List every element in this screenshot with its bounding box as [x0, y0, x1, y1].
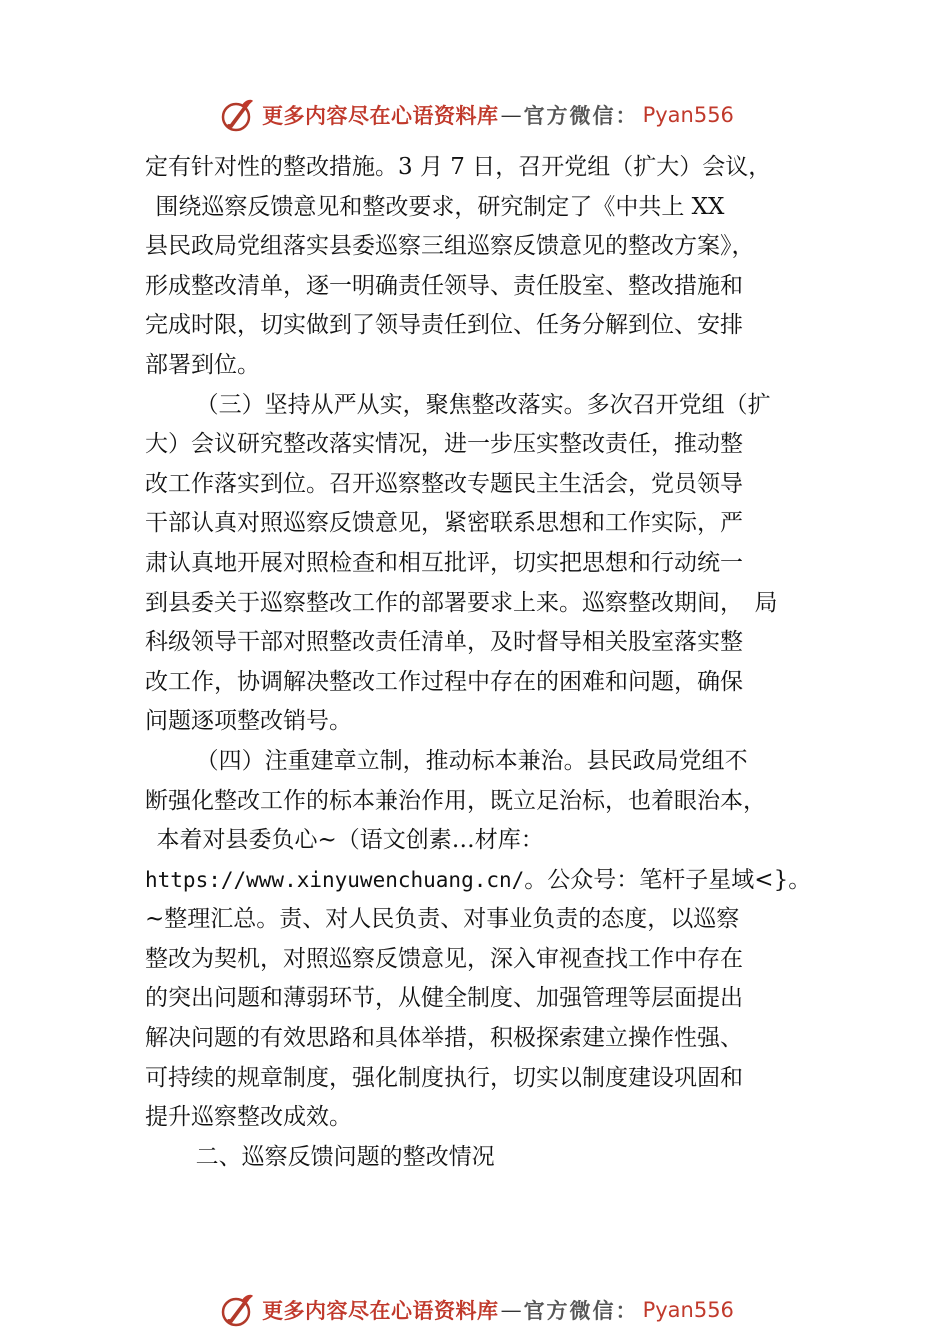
source-url: https://www.xinyuwenchuang.cn/: [145, 867, 525, 892]
text-line: （四）注重建章立制，推动标本兼治。县民政局党组不: [195, 747, 748, 774]
banner-wechat-label: 官方微信：: [523, 1298, 639, 1323]
text-line: 县民政局党组落实县委巡察三组巡察反馈意见的整改方案》，: [145, 233, 755, 260]
quill-logo-icon: [216, 95, 256, 135]
text-line: 形成整改清单，逐一明确责任领导、责任股室、整改措施和: [145, 272, 743, 299]
text-line: [145, 861, 815, 901]
banner-dash: —: [500, 1298, 522, 1322]
paragraph-3: [145, 742, 815, 1138]
text-line: 提升巡察整改成效。: [145, 1104, 352, 1131]
text-line: 改工作，协调解决整改工作过程中存在的困难和问题，确保: [145, 668, 743, 695]
text-line: （三）坚持从严从实，聚焦整改落实。多次召开党组（扩: [195, 391, 771, 418]
text-line: 定有针对性的整改措施。3 月 7 日，召开党组（扩大）会议，: [145, 154, 772, 180]
document-body: [145, 148, 815, 1177]
footer-banner: [0, 1290, 950, 1330]
text-line: 问题逐项整改销号。: [145, 708, 352, 735]
text-fragment: 。公众号：笔杆子星域<}。: [524, 866, 812, 893]
text-line: 的突出问题和薄弱环节，从健全制度、加强管理等层面提出: [145, 985, 743, 1012]
text-line: 部署到位。: [145, 351, 260, 378]
text-line: 断强化整改工作的标本兼治作用，既立足治标，也着眼治本，: [145, 787, 766, 814]
paragraph-1: [145, 148, 815, 386]
banner-wechat-id: Pyan556: [642, 1298, 734, 1322]
text-line: 到县委关于巡察整改工作的部署要求上来。巡察整改期间， 局: [145, 589, 778, 616]
banner-wechat-label: 官方微信：: [523, 103, 639, 128]
banner-brand-text: 更多内容尽在心语资料库: [262, 103, 499, 128]
text-line: 整改为契机，对照巡察反馈意见，深入审视查找工作中存在: [145, 945, 743, 972]
section-heading: 二、巡察反馈问题的整改情况: [195, 1143, 495, 1170]
text-line: 围绕巡察反馈意见和整改要求，研究制定了《中共上 XX: [155, 193, 725, 220]
text-line: 可持续的规章制度，强化制度执行，切实以制度建设巩固和: [145, 1064, 743, 1091]
header-banner: [0, 95, 950, 135]
text-line: 解决问题的有效思路和具体举措，积极探索建立操作性强、: [145, 1025, 743, 1052]
paragraph-2: [145, 386, 815, 742]
text-line: 肃认真地开展对照检查和相互批评，切实把思想和行动统一: [145, 549, 743, 576]
text-line: ~整理汇总。责、对人民负责、对事业负责的态度，以巡察: [145, 906, 740, 933]
banner-dash: —: [500, 103, 522, 127]
text-line: 干部认真对照巡察反馈意见，紧密联系思想和工作实际，严: [145, 510, 743, 537]
quill-logo-icon: [216, 1290, 256, 1330]
text-line: 完成时限，切实做到了领导责任到位、任务分解到位、安排: [145, 312, 743, 339]
banner-brand-text: 更多内容尽在心语资料库: [262, 1298, 499, 1323]
text-line: 科级领导干部对照整改责任清单，及时督导相关股室落实整: [145, 629, 743, 656]
text-line: 本着对县委负心~（语文创素…材库：: [156, 827, 544, 854]
text-line: 大）会议研究整改落实情况，进一步压实整改责任，推动整: [145, 431, 743, 458]
banner-wechat-id: Pyan556: [642, 103, 734, 127]
text-line: 改工作落实到位。召开巡察整改专题民主生活会，党员领导: [145, 470, 743, 497]
